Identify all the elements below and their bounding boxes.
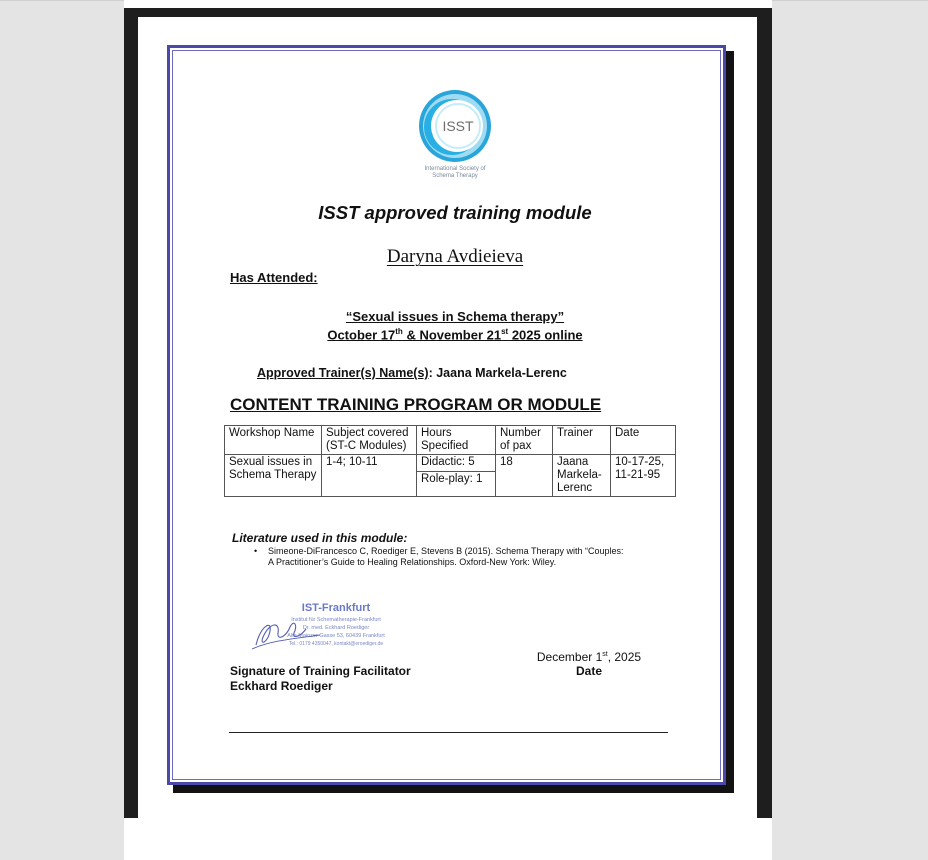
- bottom-rule: [229, 732, 668, 733]
- table-header-row: [225, 426, 676, 455]
- literature-heading: Literature used in this module:: [232, 531, 408, 545]
- cell-workshop-name: Sexual issues in Schema Therapy: [225, 455, 322, 497]
- header-date: Date: [611, 426, 676, 455]
- signed-date: [534, 650, 644, 664]
- stamp-line2: Institut für Schematherapie-Frankfurt: [291, 617, 381, 623]
- logo-caption-line2: Schema Therapy: [432, 173, 478, 179]
- header-workshop-name: Workshop Name: [225, 426, 322, 455]
- course-dates: [230, 327, 680, 342]
- program-heading: CONTENT TRAINING PROGRAM OR MODULE: [230, 395, 602, 414]
- attended-label: Has Attended:: [230, 270, 318, 285]
- logo-acronym: ISST: [442, 118, 474, 134]
- course-date-start-suffix: th: [395, 327, 403, 336]
- facilitator-name: Eckhard Roediger: [230, 679, 333, 693]
- header-trainer: Trainer: [553, 426, 611, 455]
- header-subject: Subject covered (ST-C Modules): [322, 426, 417, 455]
- literature-list: [254, 546, 624, 568]
- bullet-icon: •: [254, 546, 258, 556]
- logo-caption-line1: International Society of: [424, 166, 486, 172]
- course-date-end: & November 21: [402, 327, 502, 343]
- trainer-name: Jaana Markela-Lerenc: [436, 366, 567, 380]
- cell-date: 10-17-25, 11-21-95: [611, 455, 676, 497]
- signed-date-suffix: st: [602, 651, 608, 658]
- cell-trainer: Jaana Markela-Lerenc: [553, 455, 611, 497]
- program-table: [224, 425, 676, 497]
- course-title: “Sexual issues in Schema therapy”: [345, 309, 565, 324]
- stamp-title: IST-Frankfurt: [301, 602, 371, 614]
- cell-subject: 1-4; 10-11: [322, 455, 417, 497]
- course-date-start: October 17: [327, 327, 396, 343]
- facilitator-stamp-signature: [250, 597, 410, 657]
- certificate-title: ISST approved training module: [318, 202, 592, 223]
- literature-reference: Simeone-DiFrancesco C, Roediger E, Stevens B (2015). Schema Therapy with “Couples: A Practitioner’s Guide to Healing Relationships. Oxford-New York: Wiley.: [268, 546, 624, 567]
- list-item: [254, 546, 624, 568]
- stamp-line5: Tel.: 0179 4350047, kontakt@eroediger.de: [288, 641, 384, 647]
- attendee-name-text: Daryna Avdieieva: [386, 246, 524, 267]
- header-hours: Hours Specified: [417, 426, 496, 455]
- stamp-line3: Dr. med. Eckhard Roediger: [302, 625, 370, 631]
- course-year-mode: 2025 online: [508, 327, 583, 343]
- approved-trainer-line: [257, 366, 567, 380]
- stamp-line4: Alte Mainzer Gasse 53, 60439 Frankfurt: [287, 633, 385, 639]
- cell-pax: 18: [496, 455, 553, 497]
- course-date-end-suffix: st: [501, 327, 509, 336]
- date-label: Date: [575, 664, 602, 678]
- header-pax: Number of pax: [496, 426, 553, 455]
- trainer-label: Approved Trainer(s) Name(s): [257, 366, 429, 380]
- signed-date-day: December 1: [536, 650, 603, 664]
- cell-hours-didactic: Didactic: 5: [417, 455, 496, 472]
- table-row: [225, 455, 676, 472]
- trainer-separator: :: [428, 366, 437, 380]
- logo-caption: [402, 166, 508, 180]
- attendee-name: [230, 246, 680, 268]
- signed-date-year: , 2025: [607, 650, 642, 664]
- signature-label: Signature of Training Facilitator: [230, 664, 411, 678]
- cell-hours-roleplay: Role-play: 1: [417, 472, 496, 497]
